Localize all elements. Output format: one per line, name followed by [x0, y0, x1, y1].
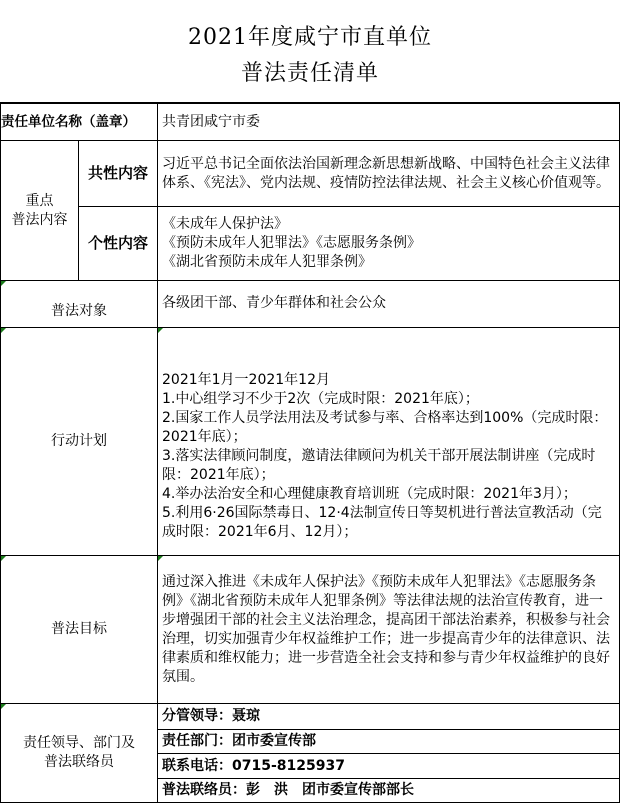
individual-content-text: 《未成年人保护法》 《预防未成年人犯罪法》《志愿服务条例》 《湖北省预防未成年人犯罪条例》 — [162, 216, 421, 270]
document-subtitle: 普法责任清单 — [240, 61, 379, 86]
goal-text: 通过深入推进《未成年人保护法》《预防未成年人犯罪法》《志愿服务条例》《湖北省预防未成年人犯罪条例》等法律法规的法治宣传教育，进一步增强团干部的社会主义法治理念，提高团干部法治素养，积极参与社会治理，切实加强青少年权益维护工作；进一步提高青少年的法律意识、法律素质和维权能力；进一步营造全社会支持和参与青少年权益维护的良好氛围。 — [162, 573, 610, 685]
department-field: 责任部门：团市委宣传部 — [162, 733, 316, 749]
phone-field: 联系电话：0715-8125937 — [162, 757, 345, 774]
key-content-label: 重点 普法内容 — [11, 192, 68, 228]
document-title: 2021年度咸宁市直单位 — [188, 25, 432, 50]
contacts-label: 责任领导、部门及 普法联络员 — [23, 735, 135, 770]
unit-name-value: 共青团咸宁市委 — [162, 113, 260, 130]
individual-content-label: 个性内容 — [87, 234, 148, 252]
goal-label: 普法目标 — [51, 621, 107, 637]
common-content-label: 共性内容 — [87, 164, 148, 182]
action-plan-label: 行动计划 — [51, 433, 107, 449]
unit-name-label: 责任单位名称（盖章） — [1, 113, 136, 130]
action-plan-text: 2021年1月一2021年12月 1.中心组学习不少于2次（完成时限：2021年底）； 2.国家工作人员学法用法及考试参与率、合格率达到100%（完成时限：2021年底）； 3.落实法律顾问制度，邀请法律顾问为机关干部开展法制讲座（完成时限：2021年底）； 4.举办法治安全和心理健康教育培训班（完成时限：2021年3月）； 5.利用6·26国际禁毒日、12·4法制宣传日等契机进行普法宣教活动（完成时限：2021年6月、12月）； — [162, 372, 608, 540]
audience-value: 各级团干部、青少年群体和社会公众 — [162, 295, 386, 311]
leader-field: 分管领导：聂琼 — [162, 708, 260, 724]
audience-label: 普法对象 — [51, 303, 107, 319]
common-content-text: 习近平总书记全面依法治国新理念新思想新战略、中国特色社会主义法律体系、《宪法》、党内法规、疫情防控法律法规、社会主义核心价值观等。 — [162, 155, 610, 191]
liaison-field: 普法联络员：彭 洪 团市委宣传部部长 — [162, 782, 414, 798]
